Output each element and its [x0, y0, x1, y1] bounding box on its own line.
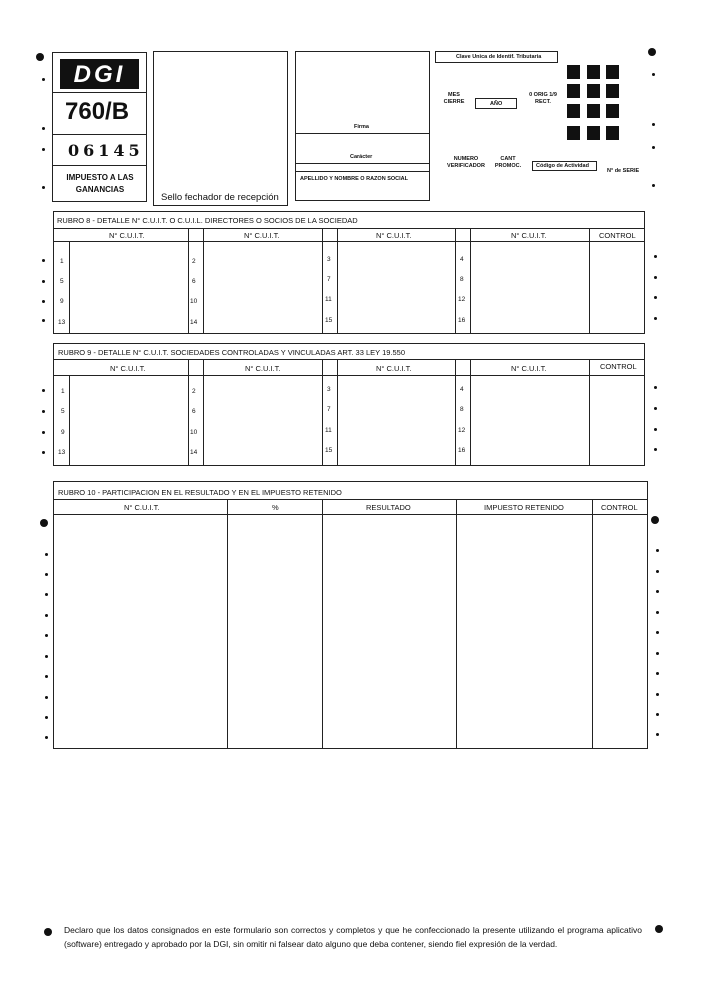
row-number: 16: [458, 447, 466, 454]
rubro8-cuit-header: N° C.U.I.T.: [244, 231, 280, 240]
row-number: 5: [61, 408, 65, 415]
row-number: 10: [190, 298, 198, 305]
rubro10-percent-header: %: [272, 503, 279, 512]
registration-dot: [648, 48, 656, 56]
row-number: 15: [325, 447, 333, 454]
row-number: 5: [60, 278, 64, 285]
margin-dot: [652, 146, 655, 149]
dgi-logo-text: DGI: [73, 61, 126, 88]
row-number: 13: [58, 319, 66, 326]
dgi-logo: [60, 59, 139, 89]
stamp-label: Sello fechador de recepción: [161, 192, 279, 203]
rubro9-cuit-header: N° C.U.I.T.: [245, 364, 281, 373]
rubro8-control-header: CONTROL: [599, 231, 636, 240]
rubro8-cuit-header: N° C.U.I.T.: [376, 231, 412, 240]
declaration-text: Declaro que los datos consignados en este formulario son correctos y completos y que he confeccionado la presente utilizando el programa aplicativo (software) entregado y aprobado por la DGI, sin omitir ni falsear dato alguno que deba contener, siendo fiel expresión de la verdad.: [64, 925, 642, 949]
cant-promoc-label: CANT PROMOC.: [494, 156, 522, 169]
caracter-label: Carácter: [350, 154, 373, 160]
rubro9-title: RUBRO 9 - DETALLE N° C.U.I.T. SOCIEDADES CONTROLADAS Y VINCULADAS ART. 33 LEY 19.550: [58, 348, 406, 357]
codigo-actividad-box: [532, 161, 597, 171]
row-number: 8: [460, 276, 464, 283]
row-number: 13: [58, 449, 66, 456]
row-number: 7: [327, 406, 331, 413]
row-number: 8: [460, 406, 464, 413]
margin-dot: [42, 78, 45, 81]
row-number: 1: [61, 388, 65, 395]
form-serial: 06145: [68, 141, 144, 160]
rubro9-cuit-header: N° C.U.I.T.: [110, 364, 146, 373]
rubro9-cuit-header: N° C.U.I.T.: [511, 364, 547, 373]
cuit-label: Clave Unica de Identif. Tributaria: [456, 54, 542, 60]
rubro9-control-header: CONTROL: [600, 362, 637, 371]
rubro10-section: [53, 481, 648, 749]
row-number: 4: [460, 256, 464, 263]
row-number: 2: [192, 258, 196, 265]
row-number: 7: [327, 276, 331, 283]
rubro8-cuit-header: N° C.U.I.T.: [109, 231, 145, 240]
row-number: 3: [327, 386, 331, 393]
anio-box: [475, 98, 517, 109]
row-number: 9: [61, 429, 65, 436]
mes-cierre-label: MES CIERRE: [443, 92, 465, 105]
row-number: 1: [60, 258, 64, 265]
row-number: 9: [60, 298, 64, 305]
firma-label: Firma: [354, 124, 369, 130]
rubro8-title: RUBRO 8 - DETALLE N° C.U.I.T. O C.U.I.L. DIRECTORES O SOCIOS DE LA SOCIEDAD: [57, 216, 358, 225]
rubro8-section: [53, 211, 645, 334]
rubro8-cuit-header: N° C.U.I.T.: [511, 231, 547, 240]
row-number: 2: [192, 388, 196, 395]
rubro9-section: [53, 343, 645, 466]
row-number: 6: [192, 278, 196, 285]
anio-label: AÑO: [490, 101, 503, 107]
row-number: 11: [325, 296, 332, 303]
registration-dot: [36, 53, 44, 61]
orig-rect-label: 0 ORIG 1/9 RECT.: [529, 92, 557, 105]
row-number: 12: [458, 427, 466, 434]
row-number: 14: [190, 449, 198, 456]
row-number: 3: [327, 256, 331, 263]
rubro10-control-header: CONTROL: [601, 503, 638, 512]
stamp-box: [153, 51, 288, 206]
cuit-label-box: [435, 51, 558, 63]
form-number: 760/B: [65, 98, 130, 125]
margin-dot: [42, 148, 45, 151]
row-number: 16: [458, 317, 466, 324]
numero-verificador-label: NUMERO VERIFICADOR: [447, 156, 485, 169]
row-number: 12: [458, 296, 466, 303]
row-number: 11: [325, 427, 332, 434]
signature-box: [295, 51, 430, 201]
tax-name: IMPUESTO A LAS GANANCIAS: [66, 173, 134, 194]
row-number: 10: [190, 429, 198, 436]
codigo-actividad-label: Código de Actividad: [536, 163, 589, 169]
rubro10-cuit-header: N° C.U.I.T.: [124, 503, 160, 512]
margin-dot: [42, 186, 45, 189]
row-number: 6: [192, 408, 196, 415]
form-id-box: [52, 52, 147, 202]
row-number: 14: [190, 319, 198, 326]
rubro9-cuit-header: N° C.U.I.T.: [376, 364, 412, 373]
rubro10-resultado-header: RESULTADO: [366, 503, 411, 512]
margin-dot: [652, 73, 655, 76]
margin-dot: [42, 127, 45, 130]
rubro10-impuesto-header: IMPUESTO RETENIDO: [484, 503, 564, 512]
margin-dot: [652, 184, 655, 187]
name-label: APELLIDO Y NOMBRE O RAZON SOCIAL: [300, 176, 408, 182]
row-number: 15: [325, 317, 333, 324]
row-number: 4: [460, 386, 464, 393]
margin-dot: [652, 123, 655, 126]
rubro10-title: RUBRO 10 - PARTICIPACION EN EL RESULTADO Y EN EL IMPUESTO RETENIDO: [58, 488, 342, 497]
nro-serie-label: N° de SERIE: [607, 168, 640, 174]
